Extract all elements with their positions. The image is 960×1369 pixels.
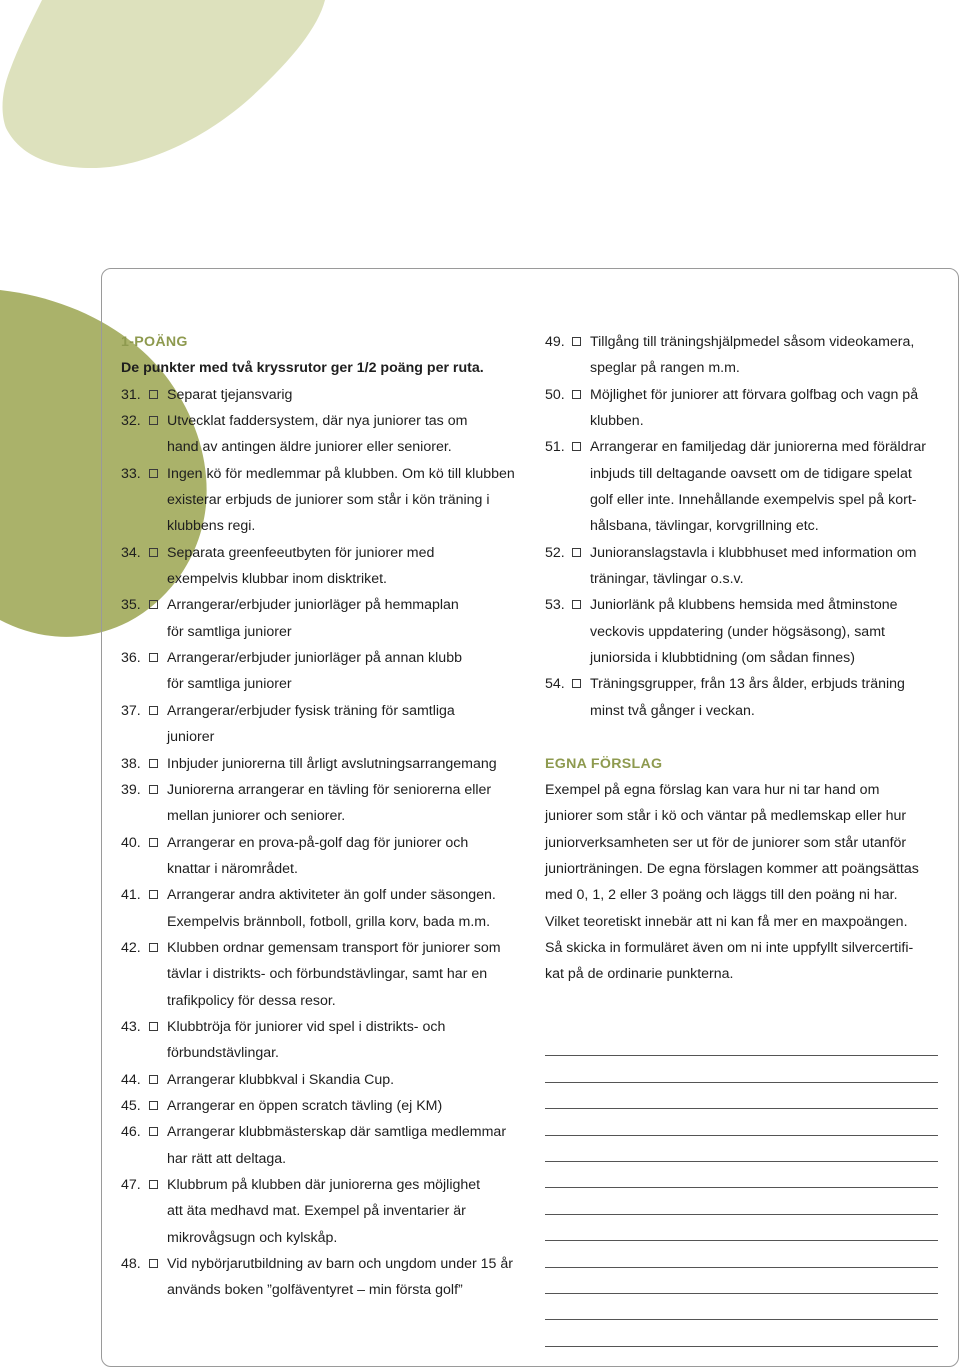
item-text-line: Arrangerar en öppen scratch tävling (ej KM) (167, 1097, 443, 1114)
item-text-line: exempelvis klubbar inom disktriket. (167, 571, 387, 588)
checkbox[interactable] (149, 653, 158, 662)
item-text (167, 777, 491, 830)
checkbox[interactable] (572, 442, 581, 451)
left-checklist (121, 382, 531, 1304)
item-text-line: existerar erbjuds de juniorer som står i kön träning i (167, 492, 490, 509)
checkbox[interactable] (149, 785, 158, 794)
item-text-line: Arrangerar/erbjuder juniorläger på annan klubb (167, 650, 462, 667)
checklist-item (121, 1067, 531, 1093)
item-text (167, 751, 497, 777)
checkbox[interactable] (149, 600, 158, 609)
paragraph-line: med 0, 1, 2 eller 3 poäng och läggs till den poäng ni har. (545, 887, 898, 904)
checkbox[interactable] (149, 759, 158, 768)
checkbox[interactable] (572, 679, 581, 688)
intro-text: De punkter med två kryssrutor ger 1/2 poäng per ruta. (121, 360, 484, 377)
item-text (590, 540, 917, 593)
checklist-item (121, 1014, 531, 1067)
item-text-line: Klubbrum på klubben där juniorerna ges möjlighet (167, 1177, 481, 1193)
paragraph-line: kat på de ordinarie punkterna. (545, 966, 734, 983)
item-text (590, 671, 905, 724)
item-text-line: Separata greenfeeutbyten för juniorer med (167, 544, 435, 561)
item-text (167, 935, 501, 1014)
item-text (167, 408, 467, 461)
item-text (167, 1172, 480, 1251)
item-number: 31. (121, 386, 141, 403)
checkbox[interactable] (149, 548, 158, 557)
spacer (545, 724, 945, 750)
item-text (590, 592, 898, 671)
item-text (167, 540, 434, 593)
item-number: 32. (121, 413, 141, 430)
item-number: 38. (121, 755, 141, 772)
checklist-item (545, 382, 945, 435)
section-heading-egna-forslag: EGNA FÖRSLAG (545, 755, 663, 772)
item-text (167, 645, 462, 698)
leaf-shape-top (3, 0, 325, 168)
item-text (167, 1093, 442, 1119)
write-in-line[interactable] (545, 1241, 938, 1267)
checklist-item (545, 671, 945, 724)
item-text (590, 434, 926, 539)
checklist-item (545, 540, 945, 593)
paragraph-line: Vilket teoretiskt innebär att ni kan få mer en maxpoängen. (545, 913, 908, 930)
item-number: 39. (121, 781, 141, 798)
item-text (167, 1251, 513, 1304)
right-column (545, 329, 945, 988)
item-text-line: förbundstävlingar. (167, 1045, 279, 1062)
item-number: 33. (121, 465, 141, 482)
item-text-line: Klubbtröja för juniorer vid spel i distrikts- och (167, 1018, 446, 1035)
item-text-line: Inbjuder juniorerna till årligt avslutningsarrangemang (167, 755, 497, 772)
item-text (167, 882, 496, 935)
item-text-line: golf eller inte. Innehållande exempelvis spel på kort- (590, 492, 917, 509)
item-text-line: mikrovågsugn och kylskåp. (167, 1229, 338, 1246)
checklist-item (121, 461, 531, 540)
item-number: 54. (545, 676, 565, 693)
paragraph-line: Så skicka in formuläret även om ni inte uppfyllt silvercertifi- (545, 939, 914, 956)
write-in-line[interactable] (545, 1056, 938, 1082)
checkbox[interactable] (149, 1259, 158, 1268)
item-text-line: Möjlighet för juniorer att förvara golfbag och vagn på (590, 386, 919, 403)
checklist-item (545, 329, 945, 382)
checklist-item (121, 777, 531, 830)
item-text (167, 1014, 445, 1067)
item-number: 42. (121, 939, 141, 956)
item-text (167, 592, 459, 645)
item-text-line: mellan juniorer och seniorer. (167, 808, 346, 825)
checklist-item (121, 592, 531, 645)
checkbox[interactable] (149, 1022, 158, 1031)
checklist-item (121, 1119, 531, 1172)
item-number: 35. (121, 597, 141, 614)
item-text-line: Klubben ordnar gemensam transport för juniorer som (167, 939, 501, 956)
item-number: 44. (121, 1071, 141, 1088)
checklist-item (545, 592, 945, 671)
item-text-line: Arrangerar andra aktiviteter än golf under säsongen. (167, 887, 496, 904)
checkbox[interactable] (149, 890, 158, 899)
item-text-line: Arrangerar/erbjuder juniorläger på hemmaplan (167, 597, 459, 614)
item-text (590, 382, 918, 435)
checkbox[interactable] (572, 337, 581, 346)
item-text-line: för samtliga juniorer (167, 676, 292, 693)
checkbox[interactable] (149, 1127, 158, 1136)
item-text-line: Separat tjejansvarig (167, 386, 293, 403)
item-text-line: juniorer (167, 729, 215, 746)
write-in-line[interactable] (545, 1030, 938, 1056)
item-text (167, 1067, 394, 1093)
checklist-item (121, 882, 531, 935)
item-text (167, 461, 515, 540)
checkbox[interactable] (149, 390, 158, 399)
paragraph-line: juniorträningen. De egna förslagen kommer att poängsättas (545, 860, 919, 877)
item-number: 41. (121, 887, 141, 904)
checklist-item (121, 830, 531, 883)
item-number: 34. (121, 544, 141, 561)
item-text-line: har rätt att deltaga. (167, 1150, 287, 1167)
checklist-item (121, 698, 531, 751)
item-text-line: tävlar i distrikts- och förbundstävlingar, samt har en (167, 966, 488, 983)
item-text-line: Vid nybörjarutbildning av barn och ungdom under 15 år (167, 1256, 513, 1273)
item-text (167, 382, 292, 408)
write-in-line[interactable] (545, 1083, 938, 1109)
checkbox[interactable] (149, 469, 158, 478)
checklist-item (121, 408, 531, 461)
checklist-item (121, 1172, 531, 1251)
item-text-line: hand av antingen äldre juniorer eller seniorer. (167, 439, 452, 456)
item-number: 37. (121, 702, 141, 719)
item-text-line: Arrangerar en familjedag där juniorerna med föräldrar (590, 439, 926, 456)
item-text-line: Träningsgrupper, från 13 års ålder, erbjuds träning (590, 676, 905, 693)
item-text-line: klubben. (590, 413, 644, 430)
egna-forslag-paragraph (545, 777, 945, 988)
item-number: 36. (121, 650, 141, 667)
item-number: 47. (121, 1177, 141, 1193)
checkbox[interactable] (149, 943, 158, 952)
item-number: 52. (545, 544, 565, 561)
item-number: 53. (545, 597, 565, 614)
section-heading-1-poang: 1-POÄNG (121, 334, 188, 350)
write-in-line[interactable] (545, 1294, 938, 1320)
item-text-line: Junioranslagstavla i klubbhuset med information om (590, 544, 917, 561)
write-in-line[interactable] (545, 1136, 938, 1162)
right-checklist (545, 329, 945, 724)
item-text-line: träningar, tävlingar o.s.v. (590, 571, 744, 588)
item-text-line: används boken ”golfäventyret – min första golf” (167, 1282, 463, 1299)
item-number: 43. (121, 1018, 141, 1035)
item-text-line: Arrangerar klubbkval i Skandia Cup. (167, 1071, 395, 1088)
item-number: 46. (121, 1124, 141, 1141)
checkbox[interactable] (149, 416, 158, 425)
item-number: 40. (121, 834, 141, 851)
left-column (121, 329, 531, 1304)
paragraph-line: Exempel på egna förslag kan vara hur ni tar hand om (545, 781, 880, 798)
item-number: 51. (545, 439, 565, 456)
item-text-line: att äta medhavd mat. Exempel på inventarier är (167, 1203, 466, 1220)
checklist-item (121, 1093, 531, 1119)
item-text-line: Ingen kö för medlemmar på klubben. Om kö till klubben (167, 465, 515, 482)
item-number: 50. (545, 386, 565, 403)
item-text (167, 698, 455, 751)
item-text-line: för samtliga juniorer (167, 623, 292, 640)
item-text-line: Arrangerar en prova-på-golf dag för juniorer och (167, 834, 469, 851)
write-in-line[interactable] (545, 1320, 938, 1346)
checklist-item (121, 1251, 531, 1304)
item-number: 45. (121, 1097, 141, 1114)
item-text-line: Juniorerna arrangerar en tävling för seniorerna eller (167, 781, 492, 798)
checklist-item (121, 540, 531, 593)
checklist-item (121, 751, 531, 777)
item-text-line: Utvecklat faddersystem, där nya juniorer tas om (167, 413, 468, 430)
item-number: 48. (121, 1256, 141, 1273)
checkbox[interactable] (572, 390, 581, 399)
item-text-line: juniorsida i klubbtidning (om sådan finnes) (590, 650, 855, 667)
item-text-line: knattar i närområdet. (167, 860, 298, 877)
checkbox[interactable] (572, 548, 581, 557)
paragraph-line: juniorverksamheten ser ut för de juniorer som står utanför (545, 834, 907, 851)
checkbox[interactable] (572, 600, 581, 609)
paragraph-line: juniorer som står i kö och väntar på medlemskap eller hur (545, 808, 907, 825)
checklist-item (121, 645, 531, 698)
item-text (590, 329, 914, 382)
item-text-line: Tillgång till träningshjälpmedel såsom videokamera, (590, 334, 915, 350)
item-text (167, 1119, 506, 1172)
write-in-lines (545, 1030, 938, 1347)
item-text-line: Juniorlänk på klubbens hemsida med åtminstone (590, 597, 898, 614)
checkbox[interactable] (149, 1075, 158, 1084)
write-in-line[interactable] (545, 1215, 938, 1241)
item-text-line: klubbens regi. (167, 518, 256, 535)
checkbox[interactable] (149, 838, 158, 847)
checkbox[interactable] (149, 1101, 158, 1110)
item-text (167, 830, 468, 883)
item-text-line: Arrangerar klubbmästerskap där samtliga medlemmar (167, 1124, 507, 1141)
item-text-line: speglar på rangen m.m. (590, 360, 740, 377)
write-in-line[interactable] (545, 1268, 938, 1294)
item-text-line: trafikpolicy för dessa resor. (167, 992, 336, 1009)
item-number: 49. (545, 334, 565, 350)
write-in-line[interactable] (545, 1188, 938, 1214)
checklist-item (121, 935, 531, 1014)
item-text-line: veckovis uppdatering (under högsäsong), samt (590, 623, 885, 640)
write-in-line[interactable] (545, 1109, 938, 1135)
item-text-line: Exempelvis brännboll, fotboll, grilla korv, bada m.m. (167, 913, 491, 930)
item-text-line: minst två gånger i veckan. (590, 702, 755, 719)
checkbox[interactable] (149, 706, 158, 715)
item-text-line: Arrangerar/erbjuder fysisk träning för samtliga (167, 702, 455, 719)
item-text-line: inbjuds till deltagande oavsett om de tidigare spelat (590, 465, 912, 482)
checklist-item (545, 434, 945, 539)
item-text-line: hålsbana, tävlingar, korvgrillning etc. (590, 518, 819, 535)
write-in-line[interactable] (545, 1162, 938, 1188)
checklist-item (121, 382, 531, 408)
checkbox[interactable] (149, 1180, 158, 1189)
